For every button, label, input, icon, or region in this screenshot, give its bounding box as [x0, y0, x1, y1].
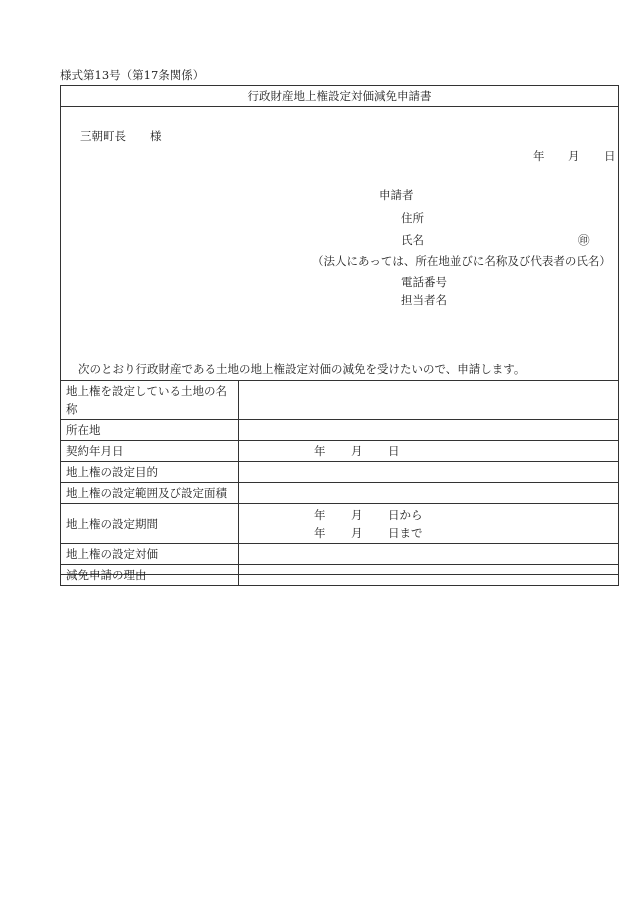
- date-month: 月: [568, 149, 580, 163]
- contract-date-label: 契約年月日: [61, 441, 239, 462]
- applicant-phone-label: 電話番号: [401, 275, 447, 289]
- land-name-label: 地上権を設定している土地の名称: [61, 381, 239, 420]
- table-row: [61, 462, 619, 483]
- location-label: 所在地: [61, 420, 239, 441]
- scope-area-value: [239, 483, 619, 504]
- table-row: [61, 544, 619, 565]
- scope-area-label: 地上権の設定範囲及び設定面積: [61, 483, 239, 504]
- table-row: [61, 381, 619, 420]
- period-to-year: 年: [314, 525, 326, 540]
- applicant-contact-label: 担当者名: [401, 293, 447, 307]
- land-name-value: [239, 381, 619, 420]
- application-form: [60, 85, 619, 582]
- period-from-year: 年: [314, 507, 326, 522]
- purpose-value: [239, 462, 619, 483]
- period-from-month: 月: [351, 507, 363, 522]
- period-to-month: 月: [351, 525, 363, 540]
- application-statement: 次のとおり行政財産である土地の地上権設定対価の減免を受けたいので、申請します。: [78, 362, 526, 376]
- consideration-label: 地上権の設定対価: [61, 544, 239, 565]
- applicant-address-label: 住所: [401, 211, 424, 225]
- date-day: 日: [604, 149, 616, 163]
- corporation-note: （法人にあっては、所在地並びに名称及び代表者の氏名）: [312, 254, 611, 268]
- seal-mark: ㊞: [578, 233, 590, 247]
- form-title: 行政財産地上権設定対価減免申請書: [61, 86, 618, 107]
- details-table: [60, 380, 619, 586]
- table-row: [61, 420, 619, 441]
- reason-label: 減免申請の理由: [61, 565, 239, 586]
- location-value: [239, 420, 619, 441]
- reason-value: [239, 565, 619, 586]
- contract-month: 月: [351, 444, 363, 458]
- addressee-name: 三朝町長: [80, 129, 126, 143]
- table-row: [61, 441, 619, 462]
- table-row: [61, 483, 619, 504]
- form-number-label: 様式第13号（第17条関係）: [60, 68, 205, 82]
- table-row: [61, 504, 619, 544]
- applicant-name-label: 氏名: [401, 233, 424, 247]
- purpose-label: 地上権の設定目的: [61, 462, 239, 483]
- table-row: [61, 565, 619, 586]
- contract-day: 日: [388, 444, 400, 458]
- period-to-day: 日まで: [388, 525, 423, 540]
- consideration-value: [239, 544, 619, 565]
- addressee-honorific: 様: [150, 129, 162, 143]
- applicant-heading: 申請者: [379, 188, 414, 202]
- contract-date-value: [239, 441, 619, 462]
- period-from-day: 日から: [388, 507, 423, 522]
- date-year: 年: [533, 149, 545, 163]
- period-label: 地上権の設定期間: [61, 504, 239, 544]
- period-value: [239, 504, 619, 544]
- contract-year: 年: [314, 444, 326, 458]
